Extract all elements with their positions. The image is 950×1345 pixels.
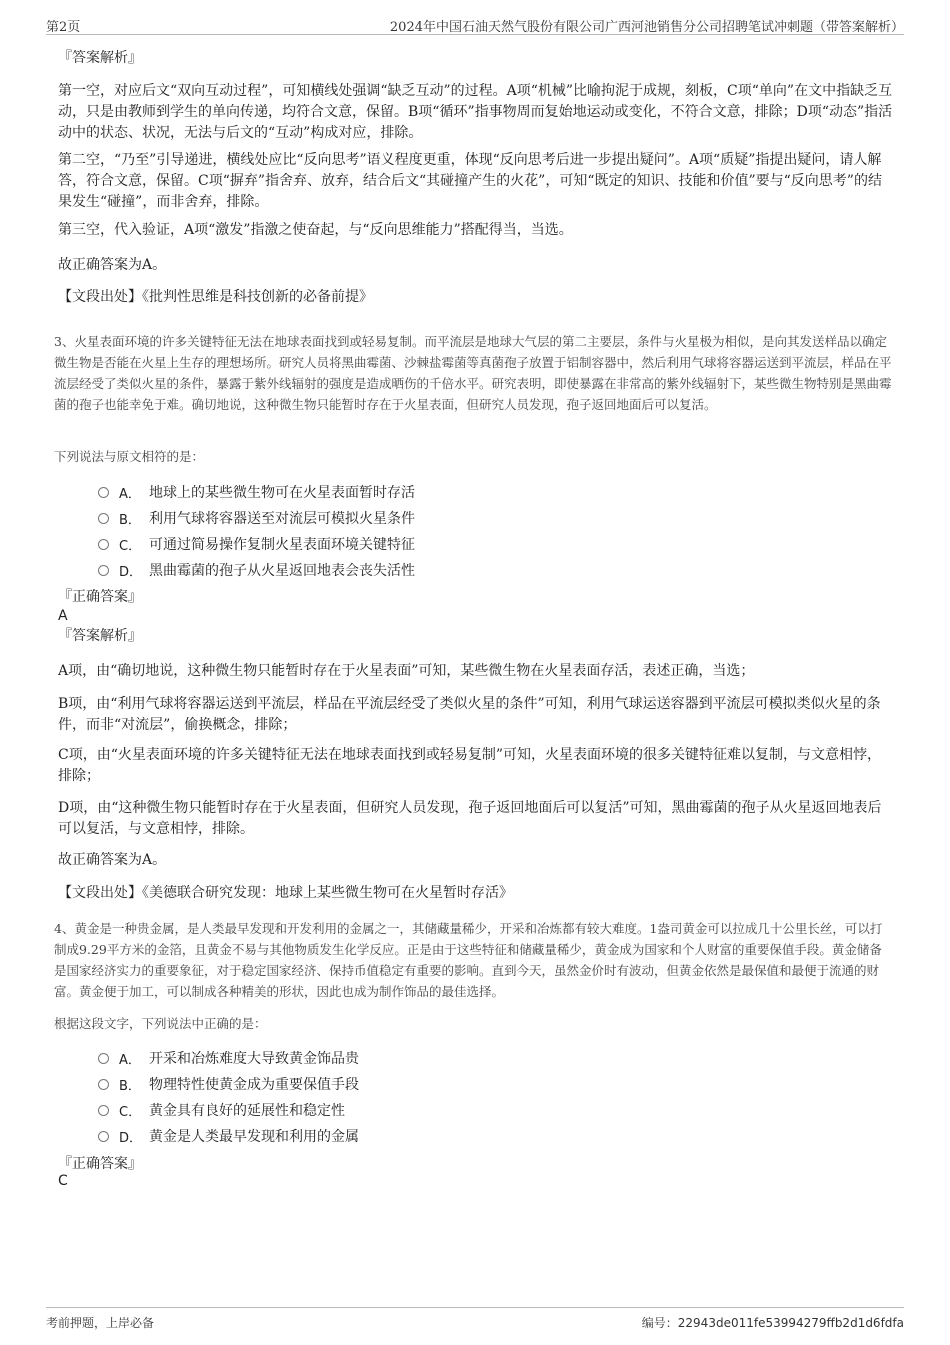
- radio-icon[interactable]: [98, 513, 109, 524]
- q3-analysis-d: D项，由“这种微生物只能暂时存在于火星表面，但研究人员发现，孢子返回地面后可以复活”可知，黑曲霉菌的孢子从火星返回地表后可以复活，与文意相悖，排除。: [58, 800, 882, 837]
- prev-source: 【文段出处】《批判性思维是科技创新的必备前提》: [58, 289, 373, 305]
- q4-answer: C: [58, 1173, 68, 1189]
- q3-answer-label: 『正确答案』: [58, 589, 142, 605]
- page-footer: [46, 1307, 904, 1330]
- prev-analysis-label: 『答案解析』: [58, 50, 142, 66]
- q3-conclusion: 故正确答案为A。: [58, 852, 167, 868]
- q4-option-d[interactable]: D． 黄金是人类最早发现和利用的金属: [98, 1126, 359, 1146]
- radio-icon[interactable]: [98, 539, 109, 550]
- radio-icon[interactable]: [98, 1131, 109, 1142]
- q3-option-a[interactable]: A． 地球上的某些微生物可在火星表面暂时存活: [98, 482, 415, 502]
- prev-analysis-p2: 第二空，“乃至”引导递进，横线处应比“反向思考”语义程度更重，体现“反向思考后进一步提出疑问”。A项“质疑”指提出疑问，请人解答，符合文意，保留。C项“摒弃”指舍弃、放弃，结合后文“其碰撞产生的火花”，可知“既定的知识、技能和价值”要与“反向思考”的结果发生“碰撞”，而非舍弃，排除。: [58, 152, 882, 210]
- q4-answer-label: 『正确答案』: [58, 1156, 142, 1172]
- radio-icon[interactable]: [98, 1079, 109, 1090]
- q4-prompt: 根据这段文字，下列说法中正确的是：: [54, 1016, 267, 1031]
- radio-icon[interactable]: [98, 565, 109, 576]
- q3-prompt: 下列说法与原文相符的是：: [54, 449, 205, 464]
- q3-option-d[interactable]: D． 黑曲霉菌的孢子从火星返回地表会丧失活性: [98, 560, 415, 580]
- q4-option-c[interactable]: C． 黄金具有良好的延展性和稳定性: [98, 1100, 345, 1120]
- q4-option-b[interactable]: B． 物理特性使黄金成为重要保值手段: [98, 1074, 359, 1094]
- q4-option-a[interactable]: A． 开采和冶炼难度大导致黄金饰品贵: [98, 1048, 359, 1068]
- q3-answer: A: [58, 608, 68, 624]
- document-title: 2024年中国石油天然气股份有限公司广西河池销售分公司招聘笔试冲刺题（带答案解析）: [389, 20, 904, 35]
- prev-analysis-p1: 第一空，对应后文“双向互动过程”，可知横线处强调“缺乏互动”的过程。A项“机械”比喻拘泥于成规，刻板，C项“单向”在文中指缺乏互动，只是由教师到学生的单向传递，均符合文意，保留。B项“循环”指事物周而复始地运动或变化，不符合文意，排除；D项“动态”指活动中的状态、状况，无法与后文的“互动”构成对应，排除。: [58, 83, 893, 141]
- q3-stem: 3、火星表面环境的许多关键特征无法在地球表面找到或轻易复制。而平流层是地球大气层的第二主要层，条件与火星极为相似，是向其发送样品以确定微生物是否能在火星上生存的理想场所。研究人员将黑曲霉菌、沙棘盐霉菌等真菌孢子放置于铝制容器中，然后利用气球将容器运送到平流层，样品在平流层经受了类似火星的条件，暴露于紫外线辐射的强度是造成晒伤的千倍水平。研究表明，即使暴露在非常高的紫外线辐射下，某些微生物特别是黑曲霉菌的孢子也能幸免于难。确切地说，这种微生物只能暂时存在于火星表面，但研究人员发现，孢子返回地面后可以复活。: [54, 334, 892, 412]
- document-id: 编号：22943de011fe53994279ffb2d1d6fdfa: [641, 1316, 904, 1330]
- radio-icon[interactable]: [98, 487, 109, 498]
- prev-analysis-p3: 第三空，代入验证，A项“激发”指激之使奋起，与“反向思维能力”搭配得当，当选。: [58, 222, 573, 238]
- prev-conclusion: 故正确答案为A。: [58, 257, 167, 273]
- q3-analysis-b: B项，由“利用气球将容器运送到平流层，样品在平流层经受了类似火星的条件”可知，利用气球运送容器到平流层可模拟类似火星的条件，而非“对流层”，偷换概念，排除；: [58, 696, 881, 733]
- radio-icon[interactable]: [98, 1105, 109, 1116]
- q3-analysis-c: C项，由“火星表面环境的许多关键特征无法在地球表面找到或轻易复制”可知，火星表面环境的很多关键特征难以复制，与文意相悖，排除；: [58, 747, 882, 784]
- q4-stem: 4、黄金是一种贵金属，是人类最早发现和开发利用的金属之一，其储藏量稀少，开采和冶炼都有较大难度。1盎司黄金可以拉成几十公里长丝，可以打制成9.29平方米的金箔，且黄金不易与其他物质发生化学反应。正是由于这些特征和储藏量稀少，黄金成为国家和个人财富的重要保值手段。黄金储备是国家经济实力的重要象征，对于稳定国家经济、保持币值稳定有重要的影响。直到今天，虽然金价时有波动，但黄金依然是最保值和最便于流通的财富。黄金便于加工，可以制成各种精美的形状，因此也成为制作饰品的最佳选择。: [54, 921, 883, 999]
- radio-icon[interactable]: [98, 1053, 109, 1064]
- q3-analysis-a: A项，由“确切地说，这种微生物只能暂时存在于火星表面”可知，某些微生物在火星表面存活，表述正确，当选；: [58, 663, 755, 679]
- q3-option-c[interactable]: C． 可通过简易操作复制火星表面环境关键特征: [98, 534, 415, 554]
- q3-analysis-label: 『答案解析』: [58, 628, 142, 644]
- page-number: 第2页: [46, 20, 81, 35]
- page-header: [46, 12, 904, 35]
- q3-source: 【文段出处】《美德联合研究发现：地球上某些微生物可在火星暂时存活》: [58, 885, 513, 901]
- q3-option-b[interactable]: B． 利用气球将容器送至对流层可模拟火星条件: [98, 508, 415, 528]
- footer-slogan: 考前押题，上岸必备: [46, 1316, 155, 1330]
